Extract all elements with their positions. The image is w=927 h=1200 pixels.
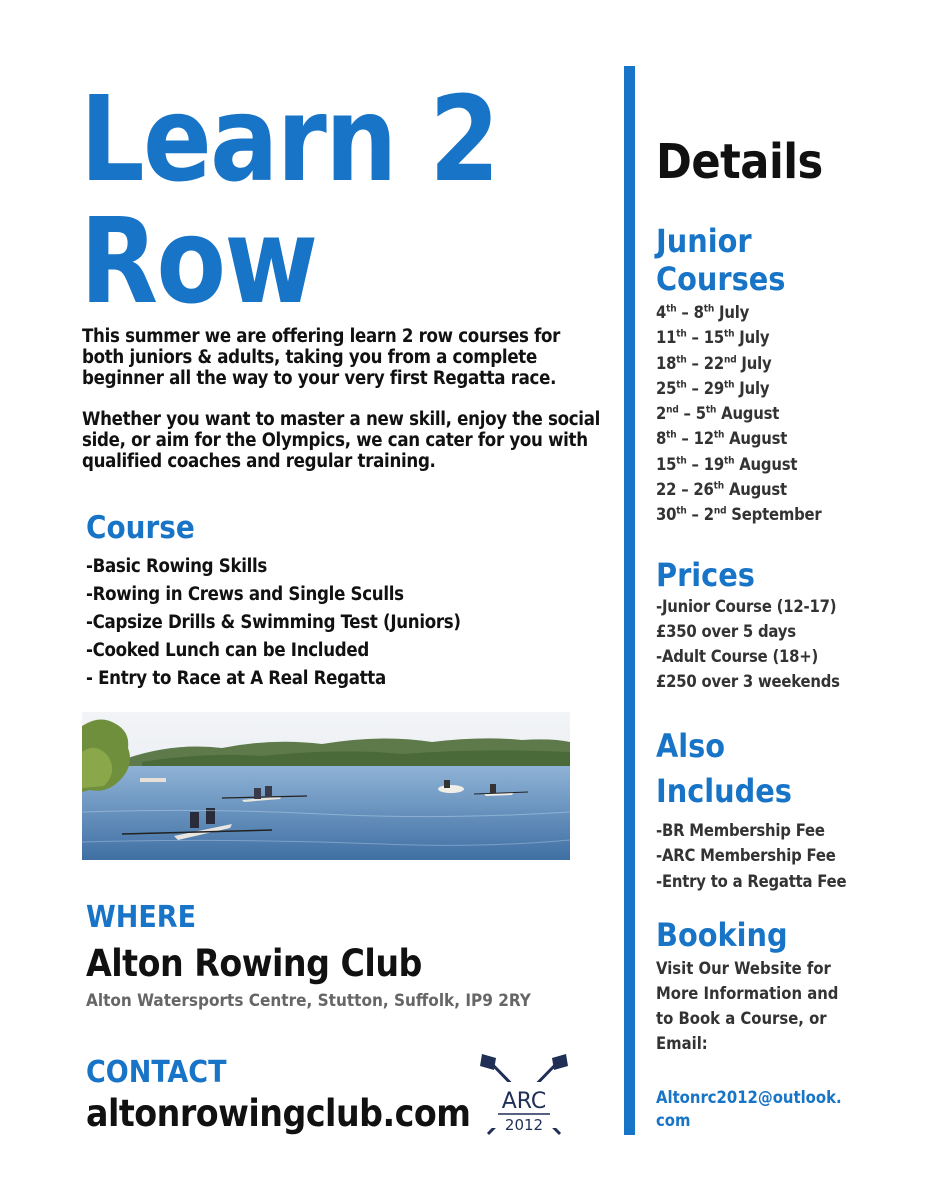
intro-text	[82, 326, 602, 492]
date-item: 15th – 19th August	[656, 454, 798, 474]
also-includes-heading	[656, 724, 916, 814]
course-item: - Entry to Race at A Real Regatta	[86, 668, 386, 689]
booking-email[interactable]: Altonrc2012@outlook.com	[656, 1088, 842, 1130]
date-item: 25th – 29th July	[656, 378, 770, 398]
prices-section	[656, 556, 916, 694]
include-item: -BR Membership Fee	[656, 821, 825, 840]
date-item: 8th – 12th August	[656, 429, 788, 449]
rowing-photo	[82, 712, 570, 860]
title-line-2: Row	[80, 192, 317, 330]
also-includes-list	[656, 818, 916, 894]
junior-courses-section	[656, 222, 916, 528]
course-item: -Basic Rowing Skills	[86, 556, 268, 577]
date-item: 22 – 26th August	[656, 480, 787, 500]
junior-courses-heading	[656, 222, 916, 298]
date-item: 2nd – 5th August	[656, 404, 780, 424]
rowing-lake-image	[82, 712, 570, 860]
intro-paragraph-1: This summer we are offering learn 2 row courses for both juniors & adults, taking you from a complete beginner all the way to your very first Regatta race.	[82, 326, 561, 389]
intro-paragraph-2: Whether you want to master a new skill, enjoy the social side, or aim for the Olympics, we can cater for you with qualified coaches and regular training.	[82, 409, 601, 472]
course-heading: Course	[86, 510, 195, 546]
details-heading: Details	[656, 134, 823, 190]
date-item: 4th – 8th July	[656, 303, 750, 322]
crossed-oars-icon	[474, 1052, 574, 1138]
title-line-1: Learn 2	[80, 70, 499, 208]
page-title	[80, 70, 499, 330]
vertical-divider	[624, 66, 635, 1135]
price-item: £250 over 3 weekends	[656, 672, 840, 691]
website-link[interactable]: altonrowingclub.com	[86, 1092, 471, 1135]
date-item: 18th – 22nd July	[656, 353, 772, 373]
include-item: -ARC Membership Fee	[656, 846, 836, 866]
course-item: -Rowing in Crews and Single Sculls	[86, 584, 404, 605]
price-item: -Junior Course (12-17)	[656, 597, 837, 616]
date-item: 30th – 2nd September	[656, 505, 822, 525]
also-includes-section	[656, 724, 916, 894]
course-item: -Cooked Lunch can be Included	[86, 640, 369, 661]
where-heading: WHERE	[86, 900, 197, 935]
include-item: -Entry to a Regatta Fee	[656, 871, 847, 891]
logo-year: 2012	[504, 1116, 544, 1134]
booking-heading: Booking	[656, 916, 788, 954]
logo-text: ARC	[501, 1089, 547, 1114]
booking-text: Visit Our Website for More Information and to Book a Course, or Email:	[656, 959, 839, 1053]
junior-heading-line-2: Courses	[656, 260, 786, 298]
also-heading-line-1: Also	[656, 727, 726, 765]
booking-section	[656, 916, 842, 1132]
club-name: Alton Rowing Club	[86, 942, 422, 985]
date-item: 11th – 15th July	[656, 328, 770, 348]
contact-heading: CONTACT	[86, 1055, 227, 1090]
course-item: -Capsize Drills & Swimming Test (Juniors)	[86, 612, 461, 633]
arc-logo	[474, 1052, 574, 1138]
price-item: -Adult Course (18+)	[656, 647, 819, 666]
junior-heading-line-1: Junior	[656, 222, 752, 260]
club-address: Alton Watersports Centre, Stutton, Suffolk, IP9 2RY	[86, 991, 531, 1011]
also-heading-line-2: Includes	[656, 772, 792, 810]
course-list	[86, 553, 461, 693]
price-item: £350 over 5 days	[656, 622, 796, 641]
junior-dates-list	[656, 300, 916, 528]
prices-list	[656, 594, 916, 694]
prices-heading: Prices	[656, 556, 755, 594]
